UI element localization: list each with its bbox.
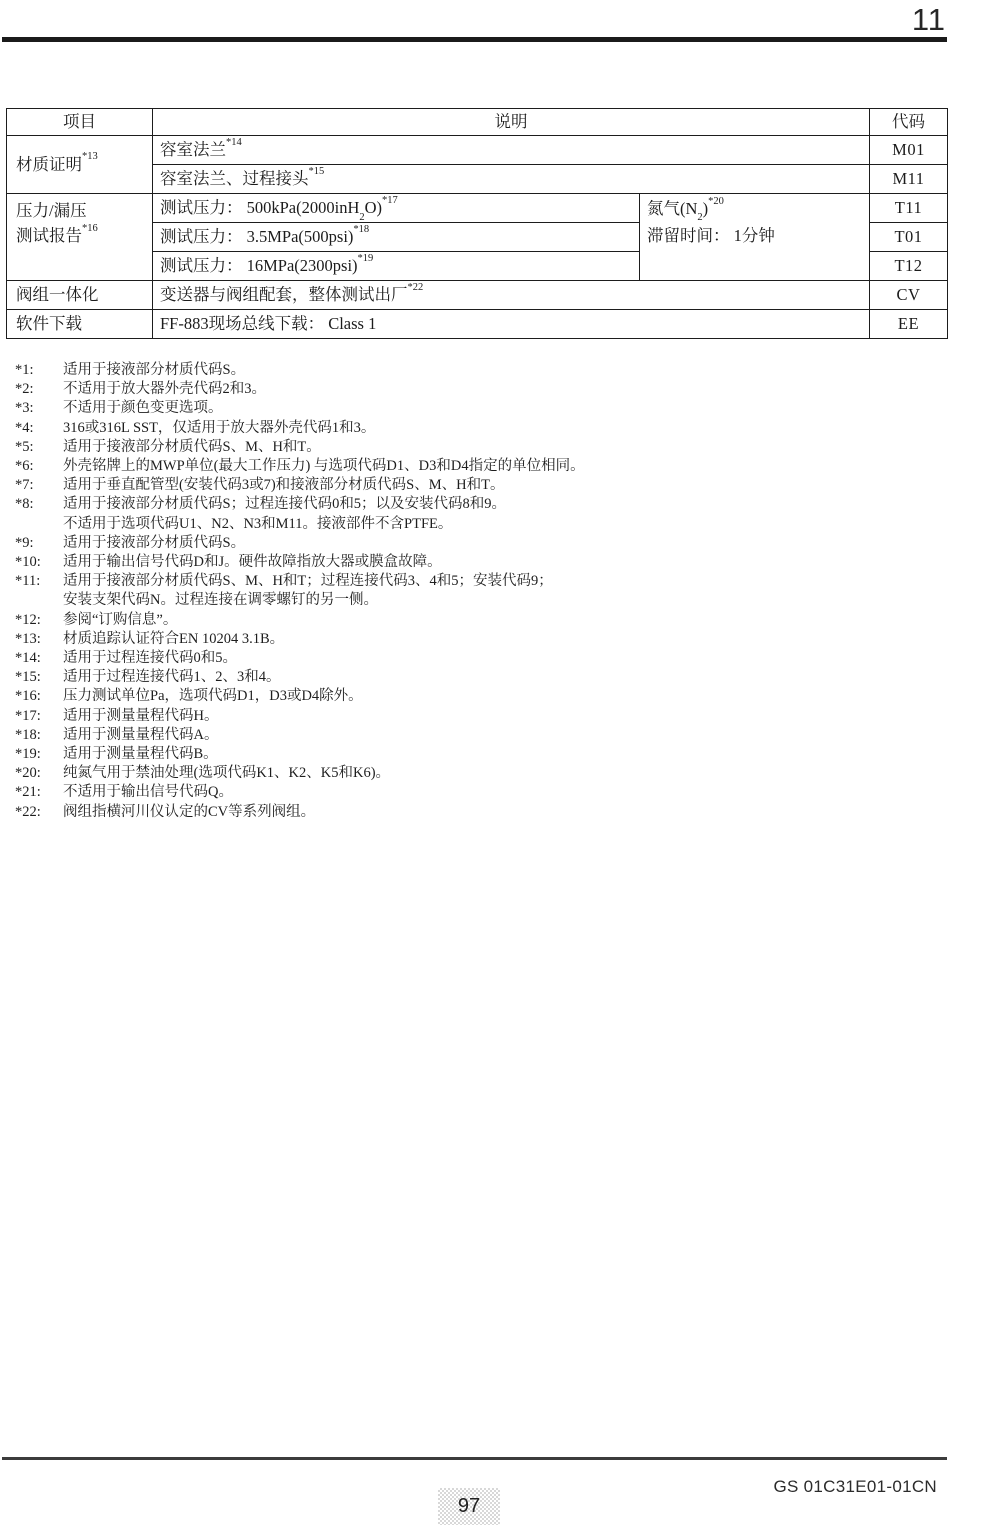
footnote-text: 外壳铭牌上的MWP单位(最大工作压力) 与选项代码D1、D3和D4指定的单位相同。 xyxy=(63,458,585,475)
footnote-text: 适用于垂直配管型(安装代码3或7)和接液部分材质代码S、M、H和T。 xyxy=(63,477,505,494)
footnote-item xyxy=(15,534,965,553)
footnote-label: *15: xyxy=(15,669,41,686)
col-header-desc: 说明 xyxy=(153,109,870,136)
footnote-text: 不适用于颜色变更选项。 xyxy=(63,400,223,417)
footnote-label: *16: xyxy=(15,688,41,705)
footnote-item xyxy=(15,611,965,630)
desc-text: 变送器与阀组配套，整体测试出厂 xyxy=(160,285,408,305)
table-row-t11 xyxy=(7,194,948,223)
table-header-row xyxy=(7,109,948,136)
item-label: 材质证明 xyxy=(16,154,82,174)
footnote-label: *12: xyxy=(15,611,41,628)
desc-text: 容室法兰 xyxy=(160,140,226,160)
footnote-item xyxy=(15,572,965,610)
desc-text: O) xyxy=(364,198,383,218)
footnote-label: *10: xyxy=(15,554,41,571)
footnote-label: *22: xyxy=(15,803,41,820)
table-row-m01 xyxy=(7,136,948,165)
footnote-label: *9: xyxy=(15,534,34,551)
footnote-item xyxy=(15,649,965,668)
footnote-text: 适用于过程连接代码0和5。 xyxy=(63,650,237,667)
footnote-ref: *13 xyxy=(82,151,98,163)
footnote-item xyxy=(15,476,965,495)
footnote-text xyxy=(63,495,965,533)
desc-cell-m11 xyxy=(153,165,870,194)
desc-text: ) xyxy=(702,199,709,218)
footnote-label: *7: xyxy=(15,477,34,494)
item-cell-manifold: 阀组一体化 xyxy=(7,281,153,310)
code-cell-cv: CV xyxy=(870,281,948,310)
footnote-item xyxy=(15,399,965,418)
desc-cell-ee: FF-883现场总线下载： Class 1 xyxy=(153,310,870,339)
spec-table xyxy=(6,108,948,339)
footnote-ref: *19 xyxy=(357,252,374,264)
footnote-item xyxy=(15,707,965,726)
item-label-line1: 压力/漏压 xyxy=(16,201,87,220)
footnote-label: *13: xyxy=(15,630,41,647)
footnote-text: 适用于测量量程代码H。 xyxy=(63,707,219,724)
code-cell-m01: M01 xyxy=(870,136,948,165)
footnote-ref: *17 xyxy=(382,194,398,206)
item-label: 测试报告 xyxy=(16,226,82,245)
doc-code: GS 01C31E01-01CN xyxy=(773,1477,937,1496)
nitrogen-line2: 滞留时间： 1分钟 xyxy=(647,226,775,245)
footnote-label: *21: xyxy=(15,784,41,801)
page-number-top: 11 xyxy=(911,2,946,37)
footnote-ref: *14 xyxy=(226,136,242,148)
footnote-ref: *18 xyxy=(353,223,370,235)
footnote-text: 不适用于输出信号代码Q。 xyxy=(63,784,233,801)
footnote-label: *6: xyxy=(15,458,34,475)
desc-text: 测试压力： 500kPa(2000inH xyxy=(160,198,360,218)
footnote-item xyxy=(15,630,965,649)
footnote-item xyxy=(15,764,965,783)
page-number-bottom: 97 xyxy=(438,1488,500,1525)
footer-rule xyxy=(2,1457,947,1460)
footnote-label: *14: xyxy=(15,650,41,667)
footnote-label: *5: xyxy=(15,438,34,455)
footnote-item xyxy=(15,380,965,399)
footnote-text: 适用于测量量程代码B。 xyxy=(63,746,218,763)
footnote-item xyxy=(15,726,965,745)
footnote-text: 适用于测量量程代码A。 xyxy=(63,726,219,743)
desc-text: 氮气(N xyxy=(647,199,698,218)
desc-cell-t11 xyxy=(153,194,640,223)
footnote-item xyxy=(15,438,965,457)
footnote-line: 不适用于选项代码U1、N2、N3和M11。接液部件不含PTFE。 xyxy=(63,515,453,532)
footnote-text: 316或316L SST，仅适用于放大器外壳代码1和3。 xyxy=(63,419,376,436)
footnote-label: *4: xyxy=(15,419,34,436)
col-header-code: 代码 xyxy=(870,109,948,136)
footnote-line: 安装支架代码N。过程连接在调零螺钉的另一侧。 xyxy=(63,592,378,609)
footnote-line: 适用于接液部分材质代码S；过程连接代码0和5；以及安装代码8和9。 xyxy=(63,496,507,513)
desc-cell-t12 xyxy=(153,252,640,281)
footnote-label: *17: xyxy=(15,707,41,724)
footnote-label: *19: xyxy=(15,746,41,763)
desc-cell-t01 xyxy=(153,223,640,252)
footnote-label: *18: xyxy=(15,726,41,743)
footnote-text: 阀组指横河川仪认定的CV等系列阀组。 xyxy=(63,803,316,820)
col-header-item: 项目 xyxy=(7,109,153,136)
footnote-text: 适用于接液部分材质代码S。 xyxy=(63,362,246,378)
code-cell-t01: T01 xyxy=(870,223,948,252)
desc-text: 测试压力： 16MPa(2300psi) xyxy=(160,256,358,276)
item-cell-pressure-test xyxy=(7,194,153,281)
footnote-label: *2: xyxy=(15,381,34,398)
footnote-line: 适用于接液部分材质代码S、M、H和T；过程连接代码3、4和5；安装代码9； xyxy=(63,573,553,590)
code-cell-t12: T12 xyxy=(870,252,948,281)
item-label-line2 xyxy=(16,223,146,248)
footnote-ref: *22 xyxy=(407,281,424,293)
footnote-ref: *16 xyxy=(82,222,98,234)
footnote-label: *8: xyxy=(15,496,34,513)
footnote-text: 适用于输出信号代码D和J。硬件故障指放大器或膜盒故障。 xyxy=(63,554,442,571)
footnote-ref: *20 xyxy=(708,195,724,207)
code-cell-t11: T11 xyxy=(870,194,948,223)
footnote-label: *1: xyxy=(15,362,34,378)
footnote-item xyxy=(15,803,965,822)
footnote-item xyxy=(15,457,965,476)
footnote-text: 适用于接液部分材质代码S。 xyxy=(63,534,246,551)
top-rule xyxy=(2,37,947,42)
footnote-item xyxy=(15,668,965,687)
table-row-cv xyxy=(7,281,948,310)
desc-text: 容室法兰、过程接头 xyxy=(160,169,309,189)
footnote-item xyxy=(15,361,965,380)
footnote-text: 压力测试单位Pa，选项代码D1，D3或D4除外。 xyxy=(63,688,363,705)
table-row-ee xyxy=(7,310,948,339)
footnote-text: 适用于接液部分材质代码S、M、H和T。 xyxy=(63,438,321,455)
subscript: 2 xyxy=(359,211,365,223)
desc-cell-m01 xyxy=(153,136,870,165)
footnote-text: 纯氮气用于禁油处理(选项代码K1、K2、K5和K6)。 xyxy=(63,765,391,782)
footnote-ref: *15 xyxy=(308,165,325,177)
footnote-text xyxy=(63,572,965,610)
footnotes-section xyxy=(15,361,965,822)
footnote-item xyxy=(15,495,965,533)
subscript: 2 xyxy=(697,212,703,224)
code-cell-m11: M11 xyxy=(870,165,948,194)
item-cell-software-download: 软件下载 xyxy=(7,310,153,339)
footnote-text: 适用于过程连接代码1、2、3和4。 xyxy=(63,669,281,686)
desc-cell-cv xyxy=(153,281,870,310)
footnote-text: 参阅“订购信息”。 xyxy=(63,611,178,628)
footnote-text: 材质追踪认证符合EN 10204 3.1B。 xyxy=(63,630,285,647)
footnote-label: *20: xyxy=(15,765,41,782)
footnote-item xyxy=(15,419,965,438)
desc-text: 测试压力： 3.5MPa(500psi) xyxy=(160,227,354,247)
nitrogen-line1 xyxy=(647,195,863,222)
code-cell-ee: EE xyxy=(870,310,948,339)
item-cell-material-cert xyxy=(7,136,153,194)
footnote-item xyxy=(15,687,965,706)
footnote-item xyxy=(15,745,965,764)
footnote-item xyxy=(15,553,965,572)
footnote-text: 不适用于放大器外壳代码2和3。 xyxy=(63,381,266,398)
desc-cell-nitrogen xyxy=(640,194,870,281)
footnote-item xyxy=(15,783,965,802)
footnote-label: *3: xyxy=(15,400,34,417)
footnote-label: *11: xyxy=(15,573,41,590)
